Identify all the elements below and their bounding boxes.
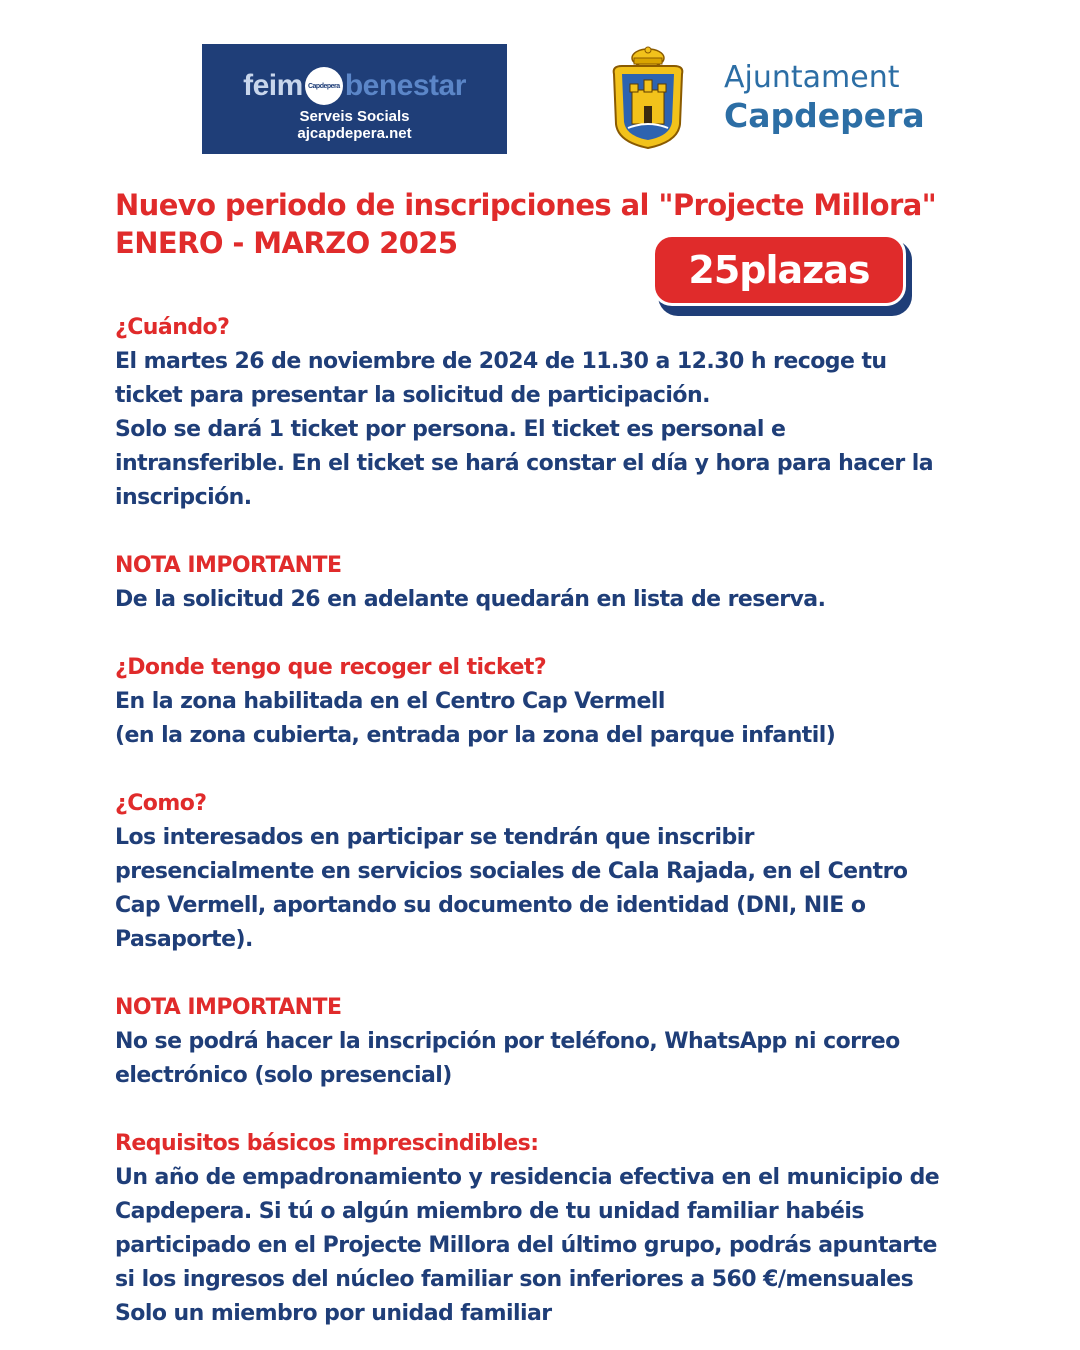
section-heading: NOTA IMPORTANTE	[115, 995, 342, 1020]
section-requisitos	[115, 1127, 1015, 1331]
body-line: Cap Vermell, aportando su documento de identidad (DNI, NIE o	[115, 893, 866, 918]
capdepera-coat-of-arms-icon	[608, 44, 688, 150]
feim-benestar-wordmark	[202, 64, 507, 108]
body-line: No se podrá hacer la inscripción por teléfono, WhatsApp ni correo	[115, 1029, 900, 1054]
body-line: Capdepera. Si tú o algún miembro de tu unidad familiar habéis	[115, 1199, 864, 1224]
main-content	[115, 311, 1015, 1331]
section-heading: ¿Como?	[115, 791, 207, 816]
body-line: participado en el Projecte Millora del último grupo, podrás apuntarte	[115, 1233, 937, 1258]
section-heading: Requisitos básicos imprescindibles:	[115, 1131, 539, 1156]
capdepera-seal-icon	[305, 67, 343, 105]
body-line: Solo se dará 1 ticket por persona. El ticket es personal e	[115, 417, 786, 442]
body-line: si los ingresos del núcleo familiar son inferiores a 560 €/mensuales	[115, 1267, 914, 1292]
body-line: ticket para presentar la solicitud de participación.	[115, 383, 710, 408]
body-line: (en la zona cubierta, entrada por la zona del parque infantil)	[115, 723, 836, 748]
body-line: Pasaporte).	[115, 927, 253, 952]
ajuntament-capdepera-logo	[724, 60, 925, 136]
body-line: Los interesados en participar se tendrán que inscribir	[115, 825, 754, 850]
title-line-1: Nuevo periodo de inscripciones al "Projecte Millora"	[115, 188, 937, 222]
plazas-badge: 25plazas	[652, 234, 906, 306]
feim-word: feim	[243, 69, 303, 102]
benestar-word: benestar	[344, 69, 466, 102]
body-line: electrónico (solo presencial)	[115, 1063, 452, 1088]
body-line: El martes 26 de noviembre de 2024 de 11.30 a 12.30 h recoge tu	[115, 349, 887, 374]
body-line: inscripción.	[115, 485, 252, 510]
section-cuando	[115, 311, 1015, 515]
capdepera-label: Capdepera	[724, 96, 925, 135]
serveis-socials-label: Serveis Socials	[299, 108, 410, 125]
section-heading: NOTA IMPORTANTE	[115, 553, 342, 578]
section-nota-1	[115, 549, 1015, 617]
section-heading: ¿Donde tengo que recoger el ticket?	[115, 655, 547, 680]
body-line: presencialmente en servicios sociales de Cala Rajada, en el Centro	[115, 859, 908, 884]
section-nota-2	[115, 991, 1015, 1093]
body-line: En la zona habilitada en el Centro Cap Vermell	[115, 689, 665, 714]
section-donde	[115, 651, 1015, 753]
website-label: ajcapdepera.net	[297, 125, 412, 142]
body-line: Un año de empadronamiento y residencia efectiva en el municipio de	[115, 1165, 940, 1190]
seal-text: Capdepera	[307, 82, 340, 90]
body-line: intransferible. En el ticket se hará constar el día y hora para hacer la	[115, 451, 934, 476]
title-line-2: ENERO - MARZO 2025	[115, 226, 458, 260]
body-line: De la solicitud 26 en adelante quedarán en lista de reserva.	[115, 587, 826, 612]
body-line: Solo un miembro por unidad familiar	[115, 1301, 552, 1326]
ajuntament-label: Ajuntament	[724, 60, 900, 95]
section-como	[115, 787, 1015, 957]
section-heading: ¿Cuándo?	[115, 315, 230, 340]
feim-benestar-logo	[202, 44, 507, 154]
